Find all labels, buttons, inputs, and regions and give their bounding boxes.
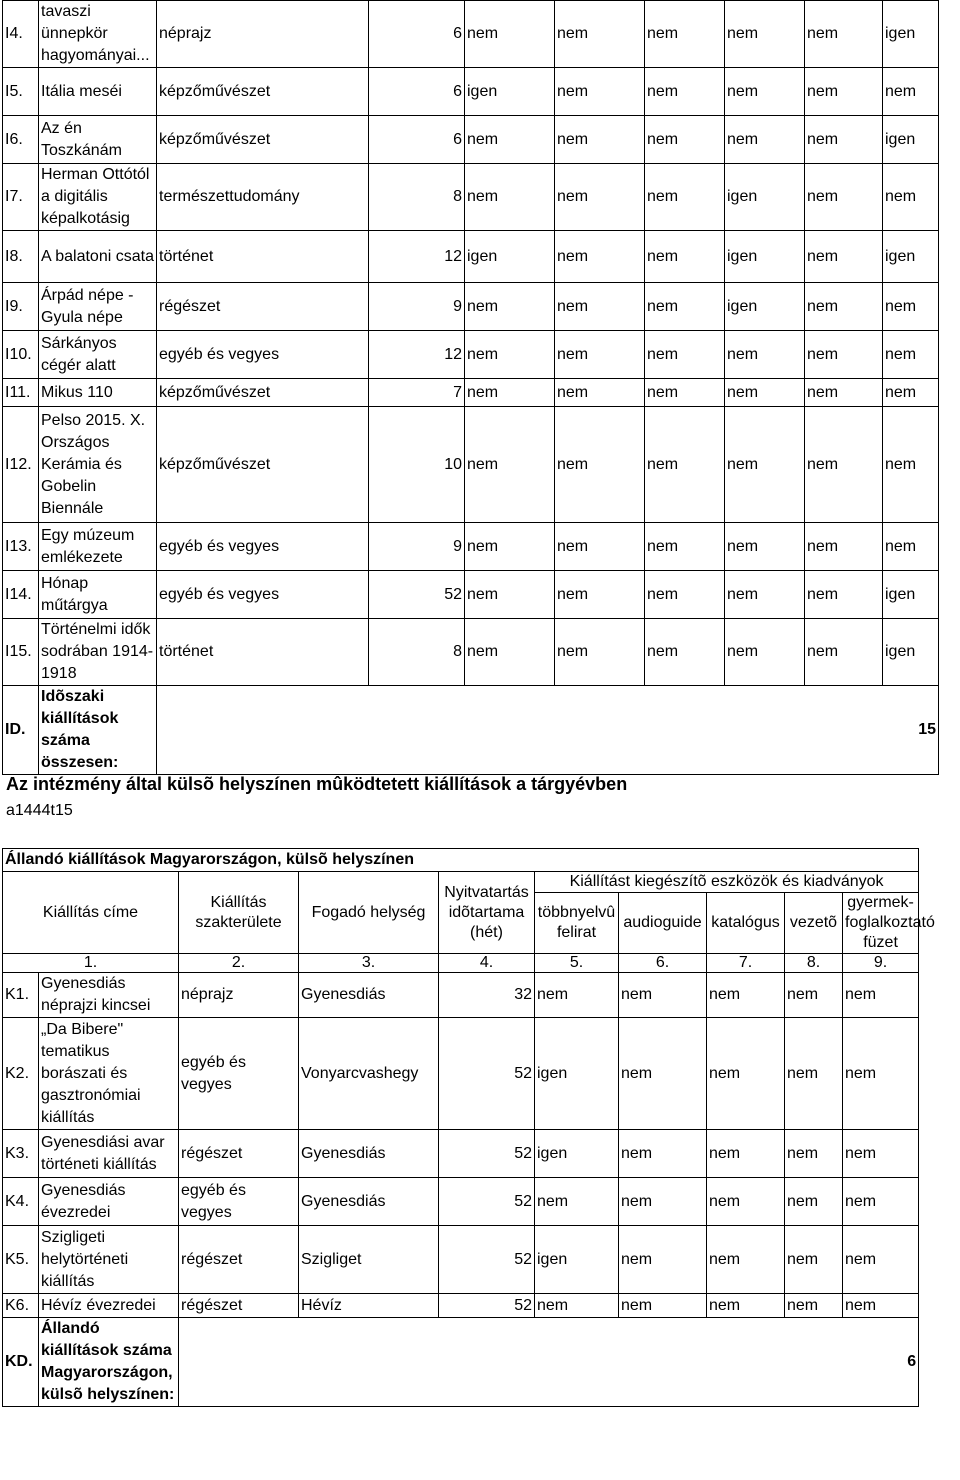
exhibition-field: régészet xyxy=(179,1294,299,1318)
flag-cell: nem xyxy=(883,68,939,116)
flag-cell: nem xyxy=(465,407,555,523)
flag-cell: nem xyxy=(785,1178,843,1226)
exhibition-field: történet xyxy=(157,231,369,283)
duration-weeks: 6 xyxy=(369,116,465,164)
duration-weeks: 52 xyxy=(439,1178,535,1226)
exhibition-title: Az én Toszkánám xyxy=(39,116,157,164)
flag-cell: nem xyxy=(555,68,645,116)
table-row xyxy=(3,407,939,523)
exhibition-title: Herman Ottótól a digitális képalkotásig xyxy=(39,164,157,231)
row-id: K1. xyxy=(3,973,39,1018)
flag-cell: igen xyxy=(535,1018,619,1130)
total-row xyxy=(3,1318,919,1407)
header-kids: gyermek- foglalkoztató füzet xyxy=(843,893,919,954)
duration-weeks: 52 xyxy=(439,1226,535,1294)
flag-cell: nem xyxy=(883,407,939,523)
row-id: I7. xyxy=(3,164,39,231)
flag-cell: nem xyxy=(535,973,619,1018)
duration-weeks: 10 xyxy=(369,407,465,523)
flag-cell: nem xyxy=(555,164,645,231)
row-id: I6. xyxy=(3,116,39,164)
flag-cell: nem xyxy=(707,1294,785,1318)
flag-cell: nem xyxy=(725,407,805,523)
flag-cell: nem xyxy=(707,1178,785,1226)
flag-cell: igen xyxy=(883,571,939,619)
flag-cell: nem xyxy=(465,1,555,68)
flag-cell: nem xyxy=(465,116,555,164)
flag-cell: nem xyxy=(619,1178,707,1226)
table-row xyxy=(3,571,939,619)
flag-cell: nem xyxy=(645,523,725,571)
flag-cell: nem xyxy=(725,379,805,407)
flag-cell: nem xyxy=(805,523,883,571)
row-id: I13. xyxy=(3,523,39,571)
host-venue: Szigliget xyxy=(299,1226,439,1294)
header-duration: Nyitvatartás idõtartama (hét) xyxy=(439,872,535,954)
flag-cell: nem xyxy=(707,1130,785,1178)
flag-cell: nem xyxy=(465,523,555,571)
exhibition-field: régészet xyxy=(179,1226,299,1294)
flag-cell: nem xyxy=(725,523,805,571)
exhibition-title: Sárkányos cégér alatt xyxy=(39,331,157,379)
total-row xyxy=(3,686,939,775)
flag-cell: nem xyxy=(465,164,555,231)
flag-cell: nem xyxy=(785,973,843,1018)
flag-cell: nem xyxy=(555,619,645,686)
table-row xyxy=(3,331,939,379)
exhibition-field: néprajz xyxy=(179,973,299,1018)
permanent-exhibitions-table xyxy=(2,848,935,1407)
exhibition-field: természettudomány xyxy=(157,164,369,231)
host-venue: Gyenesdiás xyxy=(299,973,439,1018)
row-id: I4. xyxy=(3,1,39,68)
flag-cell: nem xyxy=(645,571,725,619)
flag-cell: nem xyxy=(645,283,725,331)
flag-cell: nem xyxy=(883,523,939,571)
header-field: Kiállítás szakterülete xyxy=(179,872,299,954)
duration-weeks: 52 xyxy=(439,1130,535,1178)
flag-cell: nem xyxy=(645,164,725,231)
exhibition-title: Itália meséi xyxy=(39,68,157,116)
flag-cell: igen xyxy=(883,116,939,164)
table-row xyxy=(3,116,939,164)
exhibition-field: régészet xyxy=(157,283,369,331)
flag-cell: nem xyxy=(785,1018,843,1130)
table-row xyxy=(3,379,939,407)
table-row xyxy=(3,1226,919,1294)
duration-weeks: 32 xyxy=(439,973,535,1018)
flag-cell: nem xyxy=(619,1018,707,1130)
flag-cell: nem xyxy=(555,283,645,331)
flag-cell: igen xyxy=(725,283,805,331)
duration-weeks: 8 xyxy=(369,164,465,231)
header-multilingual: többnyelvû felirat xyxy=(535,893,619,954)
total-label: Állandó kiállítások száma Magyarországon, külsõ helyszínen: xyxy=(39,1318,179,1407)
flag-cell: nem xyxy=(843,1178,919,1226)
flag-cell: igen xyxy=(535,1130,619,1178)
flag-cell: nem xyxy=(645,619,725,686)
exhibition-field: egyéb és vegyes xyxy=(179,1178,299,1226)
duration-weeks: 52 xyxy=(439,1294,535,1318)
flag-cell: nem xyxy=(843,1226,919,1294)
col-number: 1. xyxy=(3,954,179,973)
duration-weeks: 12 xyxy=(369,231,465,283)
table-row xyxy=(3,231,939,283)
flag-cell: nem xyxy=(725,619,805,686)
flag-cell: nem xyxy=(465,379,555,407)
header-guide: vezetõ xyxy=(785,893,843,954)
table-row xyxy=(3,1178,919,1226)
exhibition-field: egyéb és vegyes xyxy=(157,523,369,571)
flag-cell: nem xyxy=(805,231,883,283)
exhibition-field: képzőművészet xyxy=(157,116,369,164)
flag-cell: nem xyxy=(535,1294,619,1318)
flag-cell: nem xyxy=(465,619,555,686)
flag-cell: nem xyxy=(883,164,939,231)
flag-cell: nem xyxy=(619,1130,707,1178)
flag-cell: nem xyxy=(725,116,805,164)
flag-cell: nem xyxy=(725,1,805,68)
flag-cell: nem xyxy=(785,1226,843,1294)
exhibition-title: A balatoni csata xyxy=(39,231,157,283)
col-number: 3. xyxy=(299,954,439,973)
row-id: K5. xyxy=(3,1226,39,1294)
exhibition-field: néprajz xyxy=(157,1,369,68)
flag-cell: nem xyxy=(843,1294,919,1318)
table-row xyxy=(3,619,939,686)
total-id: ID. xyxy=(3,686,39,775)
exhibition-title: Szigligeti helytörténeti kiállítás xyxy=(39,1226,179,1294)
flag-cell: nem xyxy=(555,571,645,619)
col-number: 6. xyxy=(619,954,707,973)
row-id: I9. xyxy=(3,283,39,331)
flag-cell: nem xyxy=(883,331,939,379)
row-id: I11. xyxy=(3,379,39,407)
flag-cell: nem xyxy=(555,331,645,379)
exhibition-title: Mikus 110 xyxy=(39,379,157,407)
exhibition-title: Árpád népe - Gyula népe xyxy=(39,283,157,331)
exhibition-field: képzőművészet xyxy=(157,68,369,116)
total-id: KD. xyxy=(3,1318,39,1407)
flag-cell: igen xyxy=(535,1226,619,1294)
exhibition-title: tavaszi ünnepkör hagyományai... xyxy=(39,1,157,68)
flag-cell: nem xyxy=(707,1226,785,1294)
table-row xyxy=(3,523,939,571)
col-number: 2. xyxy=(179,954,299,973)
flag-cell: nem xyxy=(645,116,725,164)
table-row xyxy=(3,973,919,1018)
col-number: 4. xyxy=(439,954,535,973)
flag-cell: igen xyxy=(883,231,939,283)
flag-cell: nem xyxy=(805,116,883,164)
flag-cell: nem xyxy=(707,973,785,1018)
flag-cell: igen xyxy=(465,231,555,283)
host-venue: Gyenesdiás xyxy=(299,1178,439,1226)
exhibition-title: Gyenesdiás évezredei xyxy=(39,1178,179,1226)
flag-cell: nem xyxy=(805,571,883,619)
flag-cell: nem xyxy=(883,379,939,407)
flag-cell: nem xyxy=(555,523,645,571)
total-value: 6 xyxy=(179,1318,919,1407)
col-number: 9. xyxy=(843,954,919,973)
exhibition-title: Egy múzeum emlékezete xyxy=(39,523,157,571)
row-id: I12. xyxy=(3,407,39,523)
temporary-exhibitions-table xyxy=(2,0,939,775)
table-row xyxy=(3,68,939,116)
row-id: K4. xyxy=(3,1178,39,1226)
row-id: I15. xyxy=(3,619,39,686)
col-number: 5. xyxy=(535,954,619,973)
col-number: 8. xyxy=(785,954,843,973)
flag-cell: igen xyxy=(465,68,555,116)
flag-cell: nem xyxy=(843,973,919,1018)
flag-cell: nem xyxy=(785,1130,843,1178)
table-row xyxy=(3,1130,919,1178)
flag-cell: nem xyxy=(805,407,883,523)
row-id: I10. xyxy=(3,331,39,379)
table-row xyxy=(3,1018,919,1130)
flag-cell: nem xyxy=(555,231,645,283)
row-id: K3. xyxy=(3,1130,39,1178)
exhibition-title: Hévíz évezredei xyxy=(39,1294,179,1318)
row-id: I5. xyxy=(3,68,39,116)
exhibition-field: képzőművészet xyxy=(157,379,369,407)
row-id: K2. xyxy=(3,1018,39,1130)
duration-weeks: 9 xyxy=(369,523,465,571)
flag-cell: igen xyxy=(725,164,805,231)
flag-cell: nem xyxy=(805,379,883,407)
exhibition-field: egyéb és vegyes xyxy=(179,1018,299,1130)
flag-cell: nem xyxy=(725,68,805,116)
host-venue: Gyenesdiás xyxy=(299,1130,439,1178)
flag-cell: nem xyxy=(645,407,725,523)
flag-cell: igen xyxy=(883,619,939,686)
table-row xyxy=(3,164,939,231)
flag-cell: nem xyxy=(725,331,805,379)
header-audioguide: audioguide xyxy=(619,893,707,954)
header-catalogue: katalógus xyxy=(707,893,785,954)
flag-cell: nem xyxy=(465,571,555,619)
flag-cell: nem xyxy=(785,1294,843,1318)
exhibition-title: Pelso 2015. X. Országos Kerámia és Gobelin Biennále xyxy=(39,407,157,523)
duration-weeks: 6 xyxy=(369,68,465,116)
header-group: Kiállítást kiegészítõ eszközök és kiadványok xyxy=(535,872,919,893)
table-row xyxy=(3,1294,919,1318)
flag-cell: nem xyxy=(805,68,883,116)
duration-weeks: 52 xyxy=(439,1018,535,1130)
host-venue: Vonyarcvashegy xyxy=(299,1018,439,1130)
flag-cell: nem xyxy=(725,571,805,619)
flag-cell: nem xyxy=(805,1,883,68)
flag-cell: nem xyxy=(883,283,939,331)
table-row xyxy=(3,1,939,68)
duration-weeks: 52 xyxy=(369,571,465,619)
duration-weeks: 12 xyxy=(369,331,465,379)
flag-cell: nem xyxy=(555,116,645,164)
flag-cell: nem xyxy=(645,231,725,283)
flag-cell: nem xyxy=(465,283,555,331)
flag-cell: nem xyxy=(555,407,645,523)
flag-cell: nem xyxy=(555,1,645,68)
flag-cell: nem xyxy=(619,1294,707,1318)
exhibition-field: képzőművészet xyxy=(157,407,369,523)
table-row xyxy=(3,283,939,331)
exhibition-field: történet xyxy=(157,619,369,686)
flag-cell: nem xyxy=(555,379,645,407)
exhibition-field: egyéb és vegyes xyxy=(157,331,369,379)
flag-cell: nem xyxy=(805,331,883,379)
flag-cell: nem xyxy=(645,68,725,116)
row-id: K6. xyxy=(3,1294,39,1318)
flag-cell: nem xyxy=(465,331,555,379)
flag-cell: nem xyxy=(843,1018,919,1130)
flag-cell: nem xyxy=(645,379,725,407)
row-id: I8. xyxy=(3,231,39,283)
section-code: a1444t15 xyxy=(6,802,73,819)
col-number: 7. xyxy=(707,954,785,973)
flag-cell: nem xyxy=(619,973,707,1018)
section-title: Az intézmény által külsõ helyszínen mûködtetett kiállítások a tárgyévben xyxy=(6,774,628,794)
host-venue: Hévíz xyxy=(299,1294,439,1318)
flag-cell: nem xyxy=(805,283,883,331)
duration-weeks: 9 xyxy=(369,283,465,331)
flag-cell: nem xyxy=(707,1018,785,1130)
header-venue: Fogadó helység xyxy=(299,872,439,954)
exhibition-title: Gyenesdiás néprajzi kincsei xyxy=(39,973,179,1018)
flag-cell: nem xyxy=(805,619,883,686)
total-label: Idõszaki kiállítások száma összesen: xyxy=(39,686,157,775)
table-title: Állandó kiállítások Magyarországon, külsõ helyszínen xyxy=(3,849,919,872)
flag-cell: nem xyxy=(843,1130,919,1178)
exhibition-title: Történelmi idők sodrában 1914-1918 xyxy=(39,619,157,686)
flag-cell: nem xyxy=(805,164,883,231)
row-id: I14. xyxy=(3,571,39,619)
flag-cell: nem xyxy=(645,1,725,68)
exhibition-title: Gyenesdiási avar történeti kiállítás xyxy=(39,1130,179,1178)
flag-cell: igen xyxy=(725,231,805,283)
exhibition-field: egyéb és vegyes xyxy=(157,571,369,619)
duration-weeks: 7 xyxy=(369,379,465,407)
total-value: 15 xyxy=(157,686,939,775)
flag-cell: nem xyxy=(645,331,725,379)
flag-cell: igen xyxy=(883,1,939,68)
duration-weeks: 8 xyxy=(369,619,465,686)
exhibition-field: régészet xyxy=(179,1130,299,1178)
exhibition-title: Hónap műtárgya xyxy=(39,571,157,619)
duration-weeks: 6 xyxy=(369,1,465,68)
flag-cell: nem xyxy=(535,1178,619,1226)
exhibition-title: „Da Bibere" tematikus borászati és gasztronómiai kiállítás xyxy=(39,1018,179,1130)
flag-cell: nem xyxy=(619,1226,707,1294)
header-name: Kiállítás címe xyxy=(3,872,179,954)
